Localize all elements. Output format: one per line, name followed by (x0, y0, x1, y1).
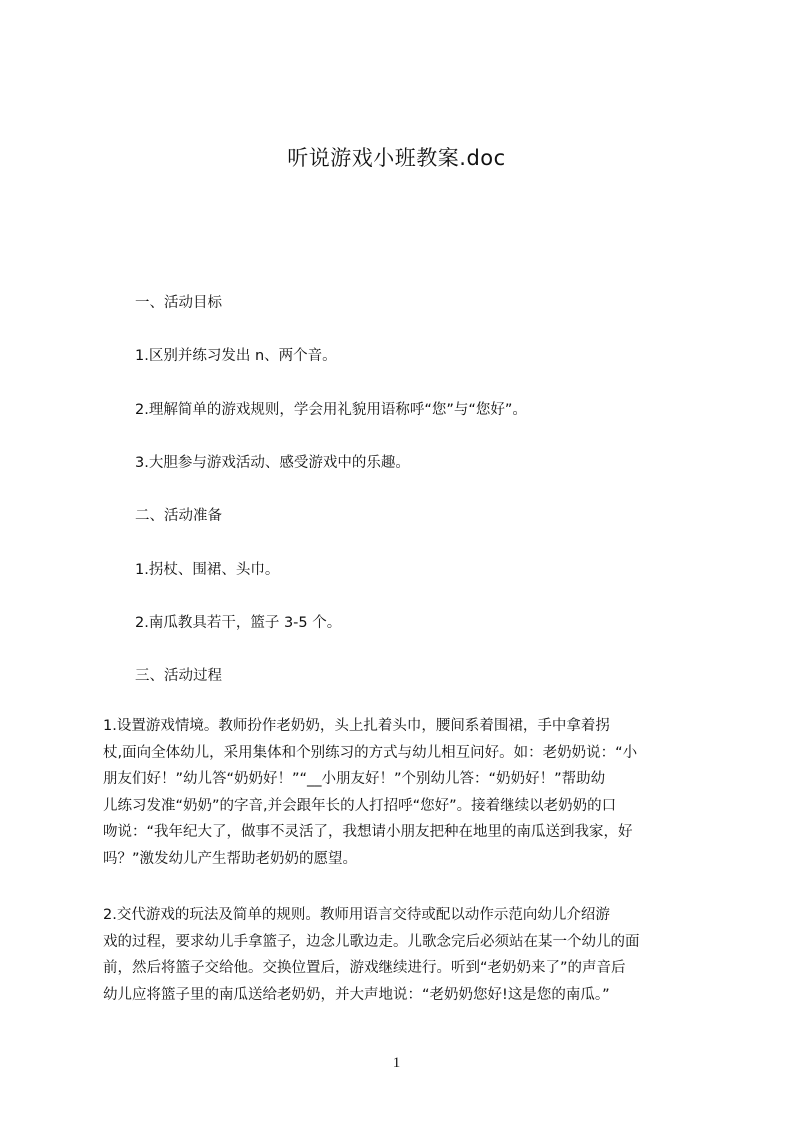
paragraph-line: 朋友们好！”幼儿答“奶奶好！”“__小朋友好！”个别幼儿答：“奶奶好！”帮助幼 (103, 771, 606, 787)
goal-item-1: 1.区别并练习发出 n、两个音。 (135, 348, 337, 364)
page-number: 1 (392, 1055, 401, 1071)
process-paragraph-1 (103, 713, 693, 872)
paragraph-line: 1.设置游戏情境。教师扮作老奶奶，头上扎着头巾，腰间系着围裙，手中拿着拐 (103, 718, 610, 734)
paragraph-line: 幼儿应将篮子里的南瓜送给老奶奶，并大声地说：“老奶奶您好!这是您的南瓜。” (103, 986, 610, 1003)
paragraph-line: 吻说：“我年纪大了，做事不灵活了，我想请小朋友把种在地里的南瓜送到我家，好 (103, 824, 633, 840)
prep-item-1: 1.拐杖、围裙、头巾。 (135, 562, 280, 578)
document-title: 听说游戏小班教案.doc (287, 146, 506, 170)
paragraph-line: 吗？”激发幼儿产生帮助老奶奶的愿望。 (103, 850, 358, 867)
section-heading-goals: 一、活动目标 (135, 295, 222, 311)
paragraph-line: 前，然后将篮子交给他。交换位置后，游戏继续进行。听到“老奶奶来了”的声音后 (103, 960, 626, 976)
paragraph-line: 儿练习发准“奶奶”的字音,并会跟年长的人打招呼“您好”。接着继续以老奶奶的口 (103, 797, 617, 814)
paragraph-line: 杖,面向全体幼儿，采用集体和个别练习的方式与幼儿相互问好。如：老奶奶说：“小 (103, 744, 638, 761)
section-heading-process: 三、活动过程 (135, 668, 222, 684)
goal-item-3: 3.大胆参与游戏活动、感受游戏中的乐趣。 (135, 455, 410, 471)
section-heading-preparation: 二、活动准备 (135, 508, 222, 524)
paragraph-line: 2.交代游戏的玩法及简单的规则。教师用语言交待或配以动作示范向幼儿介绍游 (103, 907, 610, 923)
prep-item-2: 2.南瓜教具若干，篮子 3-5 个。 (135, 615, 342, 631)
goal-item-2: 2.理解简单的游戏规则，学会用礼貌用语称呼“您”与“您好”。 (135, 402, 527, 418)
process-paragraph-2 (103, 902, 693, 1008)
paragraph-line: 戏的过程，要求幼儿手拿篮子，边念儿歌边走。儿歌念完后必须站在某一个幼儿的面 (103, 933, 640, 950)
